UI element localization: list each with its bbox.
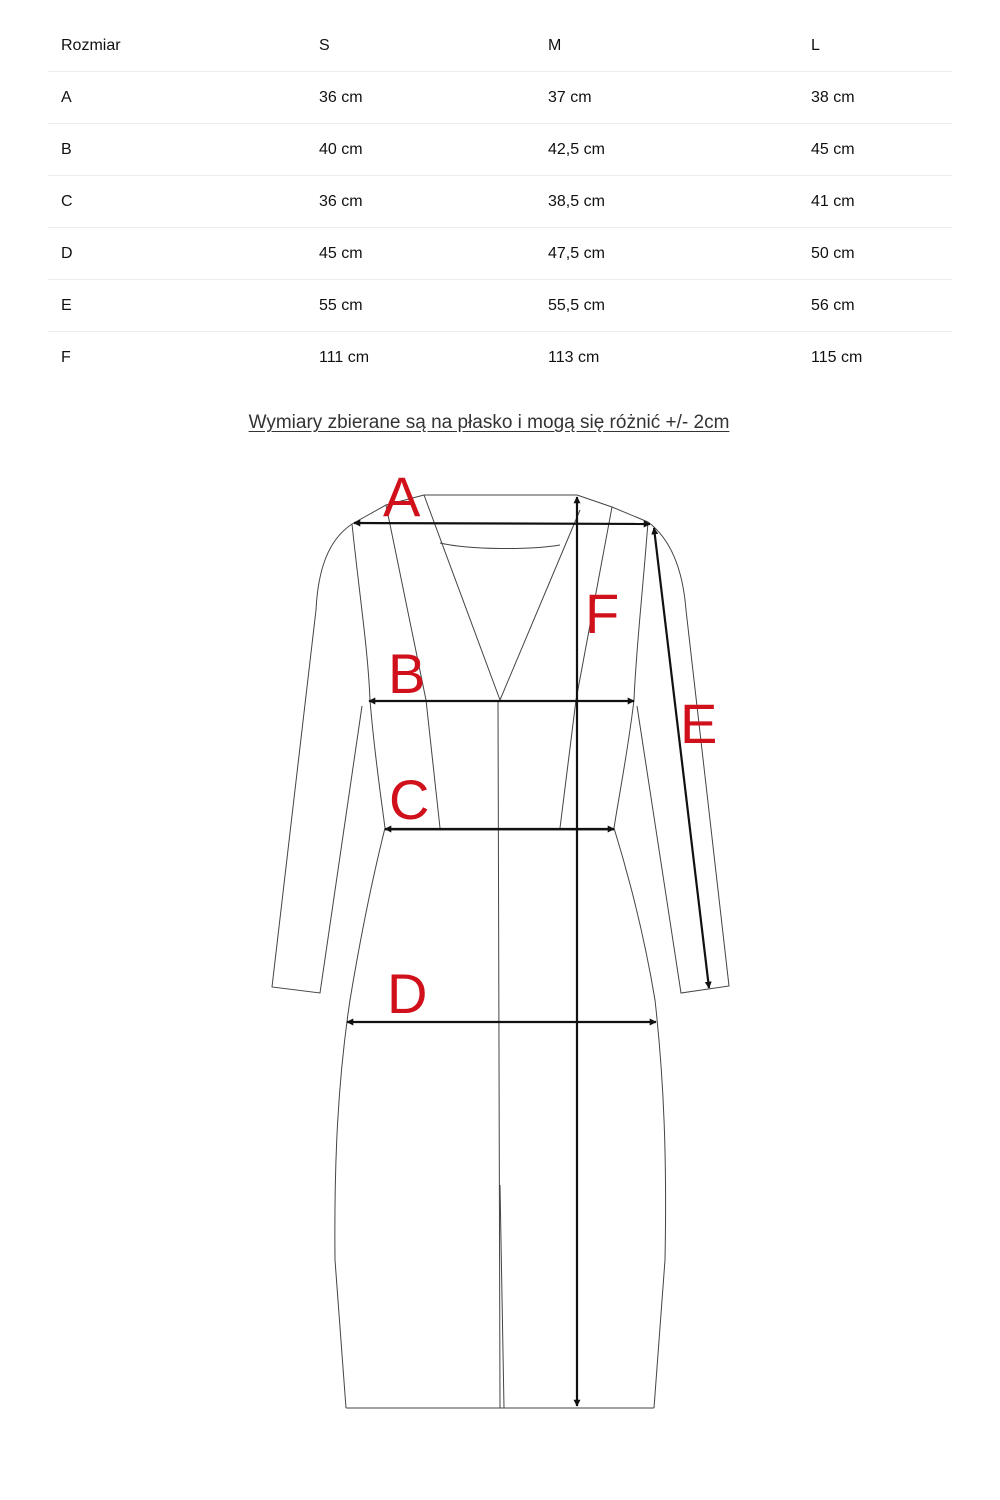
cell-m: 47,5 cm bbox=[535, 228, 798, 280]
label-b: B bbox=[388, 642, 426, 705]
cell-m: 42,5 cm bbox=[535, 124, 798, 176]
row-label: B bbox=[48, 124, 306, 176]
left-sleeve-outline bbox=[272, 524, 362, 993]
label-a: A bbox=[383, 465, 421, 528]
cell-m: 38,5 cm bbox=[535, 176, 798, 228]
left-skirt-side bbox=[335, 828, 385, 1408]
measurement-note: Wymiary zbierane są na płasko i mogą się różnić +/- 2cm bbox=[248, 412, 730, 433]
cell-l: 38 cm bbox=[798, 72, 952, 124]
row-label: C bbox=[48, 176, 306, 228]
right-lapel bbox=[560, 507, 612, 828]
cell-l: 56 cm bbox=[798, 280, 952, 332]
cell-m: 113 cm bbox=[548, 348, 600, 366]
front-slit bbox=[500, 1185, 504, 1408]
cell-s: 111 cm bbox=[319, 348, 370, 366]
cell-l: 50 cm bbox=[798, 228, 952, 280]
right-bodice-side bbox=[614, 522, 648, 828]
row-label: E bbox=[48, 280, 306, 332]
cell-s: 40 cm bbox=[306, 124, 535, 176]
label-c: C bbox=[389, 768, 430, 831]
cell-m: 55,5 cm bbox=[535, 280, 798, 332]
left-bodice-side bbox=[352, 524, 385, 828]
cell-l: 41 cm bbox=[798, 176, 952, 228]
row-label: A bbox=[48, 72, 306, 124]
label-d: D bbox=[387, 962, 428, 1025]
cell-s: 36 cm bbox=[306, 176, 535, 228]
label-e: E bbox=[680, 692, 718, 755]
arrow-e bbox=[654, 528, 709, 988]
cell-m: 37 cm bbox=[535, 72, 798, 124]
right-sleeve-outline bbox=[637, 522, 729, 993]
measurement-labels bbox=[383, 465, 717, 1025]
right-skirt-side bbox=[614, 828, 666, 1408]
row-label: F bbox=[61, 348, 71, 366]
cell-s: 36 cm bbox=[306, 72, 535, 124]
header-s: S bbox=[306, 20, 535, 72]
cell-l: 45 cm bbox=[798, 124, 952, 176]
cell-s: 55 cm bbox=[306, 280, 535, 332]
header-m: M bbox=[535, 20, 798, 72]
label-f: F bbox=[585, 582, 620, 645]
cell-l: 115 cm bbox=[811, 348, 863, 366]
inner-neck-band bbox=[440, 543, 560, 549]
dress-outline bbox=[272, 495, 729, 1408]
right-shoulder-outline bbox=[577, 495, 648, 522]
header-l: L bbox=[798, 20, 952, 72]
cell-s: 45 cm bbox=[306, 228, 535, 280]
neckline-left bbox=[424, 495, 500, 700]
center-seam bbox=[498, 700, 500, 1408]
row-label: D bbox=[48, 228, 306, 280]
neckline-right bbox=[500, 510, 580, 700]
header-size: Rozmiar bbox=[48, 20, 306, 72]
